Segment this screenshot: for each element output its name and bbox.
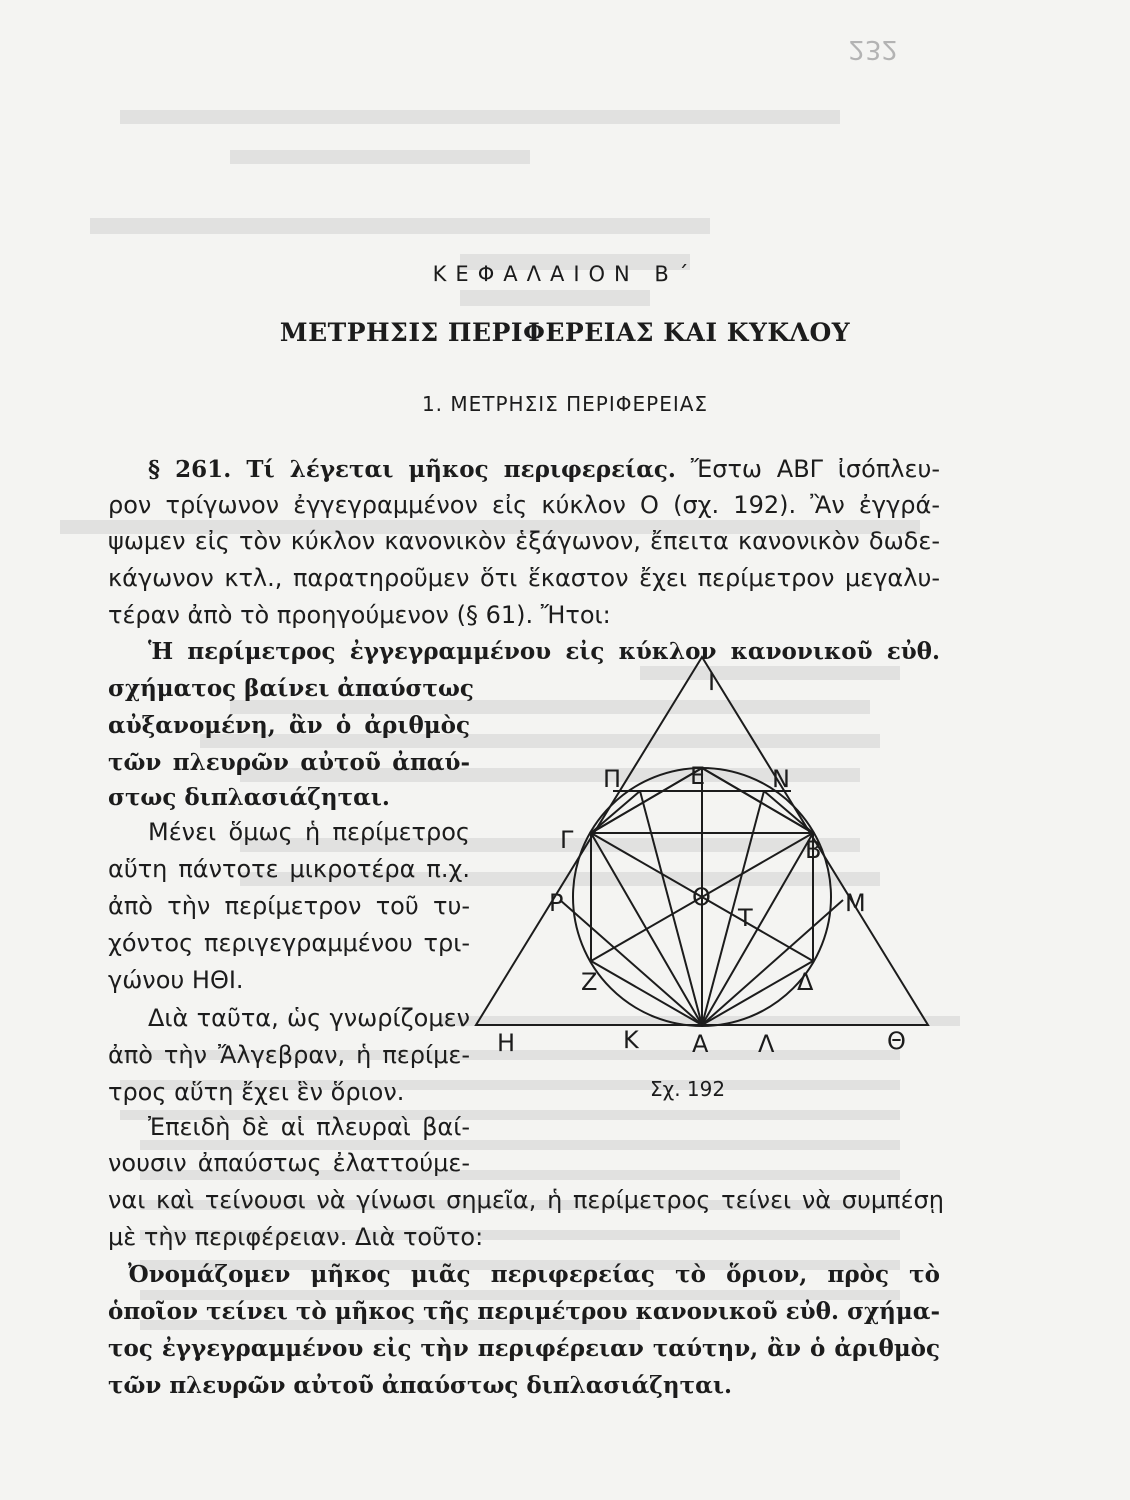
- chapter-heading: ΚΕΦΑΛΑΙΟΝ Β΄: [432, 262, 698, 286]
- label-Z: Ζ: [581, 968, 598, 996]
- page-number: 232: [848, 34, 898, 64]
- paragraph-line: κάγωνον κτλ., παρατηροῦμεν ὅτι ἕκαστον ἔχει περίμετρον μεγαλυ-: [108, 564, 940, 592]
- paragraph-line: ἀπὸ τὴν περίμετρον τοῦ τυ-: [108, 892, 470, 920]
- paragraph-line: χόντος περιγεγραμμένου τρι-: [108, 929, 470, 957]
- label-E: Ε: [690, 762, 706, 790]
- label-R: Ρ: [549, 889, 564, 917]
- paragraph-text: Ἔστω ΑΒΓ ἰσόπλευ-: [675, 455, 940, 483]
- label-G: Γ: [560, 826, 574, 854]
- theorem-line: τῶν πλευρῶν αὐτοῦ ἀπαύ-: [108, 749, 470, 776]
- label-H: Η: [497, 1029, 516, 1057]
- inscribed-triangle: [591, 833, 813, 1025]
- label-M: Μ: [845, 889, 866, 917]
- label-D: Δ: [797, 968, 814, 996]
- paragraph-line: νουσιν ἀπαύστως ἐλαττούμε-: [108, 1149, 470, 1177]
- label-K: Κ: [623, 1026, 639, 1054]
- paragraph-line: Μένει ὅμως ἡ περίμετρος: [148, 818, 470, 846]
- chapter-title: ΜΕΤΡΗΣΙΣ ΠΕΡΙΦΕΡΕΙΑΣ ΚΑΙ ΚΥΚΛΟΥ: [279, 318, 851, 347]
- label-P: Π: [603, 765, 622, 793]
- label-N: Ν: [772, 765, 790, 793]
- label-I: Ι: [708, 668, 716, 696]
- inscribed-hexagon: [591, 768, 813, 1025]
- definition-line: Ὀνομάζομεν μῆκος μιᾶς περιφερείας τὸ ὅριον, πρὸς τὸ: [128, 1261, 940, 1288]
- theorem-line: Ἡ περίμετρος ἐγγεγραμμένου εἰς κύκλον κανονικοῦ εὐθ.: [148, 638, 940, 665]
- paragraph-line: μὲ τὴν περιφέρειαν. Διὰ τοῦτο:: [108, 1223, 484, 1251]
- label-B: Β: [805, 836, 822, 864]
- section-heading: 1. ΜΕΤΡΗΣΙΣ ΠΕΡΙΦΕΡΕΙΑΣ: [421, 392, 709, 416]
- definition-line: τῶν πλευρῶν αὐτοῦ ἀπαύστως διπλασιάζηται.: [108, 1372, 732, 1399]
- paragraph-line: Ἐπειδὴ δὲ αἱ πλευραὶ βαί-: [148, 1113, 470, 1141]
- definition-line: ὁποῖον τείνει τὸ μῆκος τῆς περιμέτρου κανονικοῦ εὐθ. σχήμα-: [108, 1298, 940, 1325]
- label-A: Α: [692, 1030, 709, 1058]
- paragraph-heading: § 261. Τί λέγεται μῆκος περιφερείας.: [148, 456, 676, 483]
- label-O: Ο: [692, 883, 711, 911]
- paragraph-line: [148, 451, 940, 488]
- paragraph-line: ἀπὸ τὴν Ἄλγεβραν, ἡ περίμε-: [108, 1041, 470, 1069]
- paragraph-line: τρος αὕτη ἔχει ἓν ὅριον.: [108, 1078, 405, 1106]
- paragraph-line: γώνου ΗΘΙ.: [108, 966, 244, 994]
- paragraph-line: ψωμεν εἰς τὸν κύκλον κανονικὸν ἑξάγωνον, ἔπειτα κανονικὸν δωδε-: [108, 527, 940, 555]
- label-L: Λ: [758, 1030, 775, 1058]
- definition-line: τος ἐγγεγραμμένου εἰς τὴν περιφέρειαν ταύτην, ἂν ὁ ἀριθμὸς: [108, 1335, 940, 1362]
- label-T: Τ: [738, 904, 753, 932]
- theorem-line: αὐξανομένη, ἂν ὁ ἀριθμὸς: [108, 712, 470, 739]
- circle-o: [573, 768, 831, 1026]
- theorem-line: σχήματος βαίνει ἀπαύστως: [108, 675, 474, 702]
- paragraph-line: τέραν ἀπὸ τὸ προηγούμενον (§ 61). Ἤτοι:: [108, 601, 611, 629]
- theorem-line: στως διπλασιάζηται.: [108, 784, 390, 811]
- paragraph-line: ρον τρίγωνον ἐγγεγραμμένον εἰς κύκλον Ο (σχ. 192). Ἂν ἐγγρά-: [108, 491, 940, 519]
- label-Th: Θ: [887, 1027, 906, 1055]
- circumscribed-triangle: [476, 657, 928, 1025]
- paragraph-line: Διὰ ταῦτα, ὡς γνωρίζομεν: [148, 1004, 470, 1032]
- figure-caption: Σχ. 192: [650, 1077, 726, 1101]
- paragraph-line: ναι καὶ τείνουσι νὰ γίνωσι σημεῖα, ἡ περίμετρος τείνει νὰ συμπέσῃ: [108, 1186, 944, 1214]
- paragraph-line: αὕτη πάντοτε μικροτέρα π.χ.: [108, 855, 470, 883]
